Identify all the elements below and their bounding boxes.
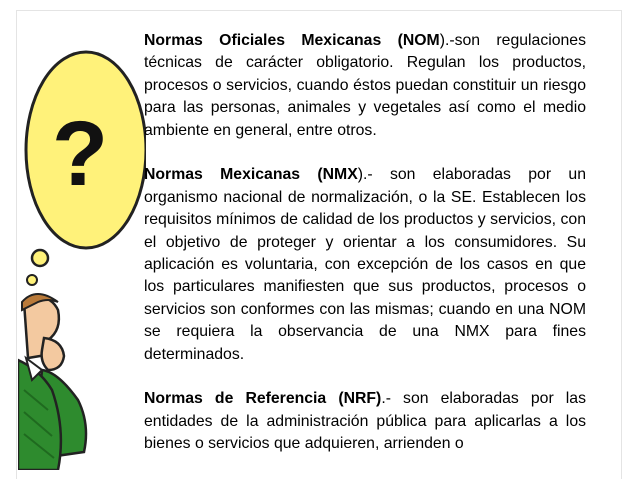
definition-nom [144,30,586,142]
definition-body: .-son regulaciones técnicas de carácter obligatorio. Regulan los productos, procesos o servicios, cuando éstos puedan constituir un riesgo para las personas, animales y vegetales así como el medio ambiente en general, entre otros. [144,32,586,139]
definition-body: .- son elaboradas por las entidades de la administración pública para aplicarlas a los bienes o servicios que adquieren, arrienden o [144,390,586,453]
definition-nrf [144,388,586,455]
definition-body: .- son elaboradas por un organismo nacional de normalización, o la SE. Establecen los requisitos mínimos de calidad de los productos y servicios, con el objetivo de proteger y orientar a los consumidores. Su aplicación es voluntaria, con excepción de los casos en que los particulares manifiesten que sus productos, procesos o servicios son conformes con las mismas; cuando en una NOM se requiera la observancia de una NMX para fines determinados. [144,166,586,363]
term-close: ) [376,390,382,408]
definitions-text [144,30,586,478]
definition-nmx [144,164,586,366]
term-close: ) [357,166,364,184]
term-abbreviation: NRF [343,390,377,408]
term-label: Normas Oficiales Mexicanas ( [144,32,403,49]
question-mark-icon: ? [51,103,109,205]
term-label: Normas Mexicanas ( [144,166,323,184]
thinking-person-clipart [18,40,146,470]
term-abbreviation: NMX [322,166,358,184]
term-close: ) [439,32,445,49]
term-abbreviation: NOM [402,32,440,49]
term-label: Normas de Referencia ( [144,390,344,408]
